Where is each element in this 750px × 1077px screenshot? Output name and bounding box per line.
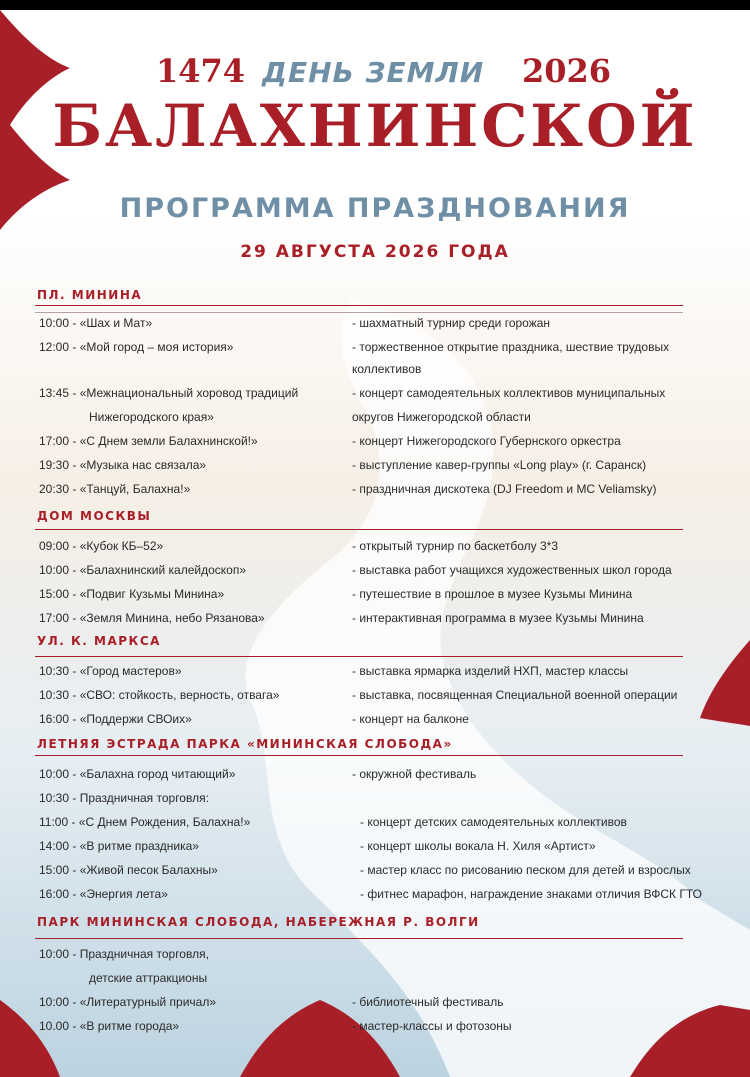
schedule-time-event: 17:00 - «С Днем земли Балахнинской!»: [39, 434, 258, 448]
schedule-description: коллективов: [352, 362, 422, 376]
section-divider: [35, 755, 683, 756]
schedule-time-event: 20:30 - «Танцуй, Балахна!»: [39, 482, 191, 496]
schedule-time-event: 11:00 - «С Днем Рождения, Балахна!»: [39, 815, 251, 829]
year-left: 1474: [156, 52, 246, 90]
schedule-time-event: 10:00 - «Балахна город читающий»: [39, 767, 236, 781]
schedule-time-event: 10:00 - Праздничная торговля,: [39, 947, 209, 961]
schedule-description: - шахматный турнир среди горожан: [352, 316, 551, 330]
schedule-description: - открытый турнир по баскетболу 3*3: [352, 539, 559, 553]
schedule-time-event: 15:00 - «Живой песок Балахны»: [39, 863, 218, 877]
red-ornament-bottom-mid: [240, 1000, 400, 1077]
schedule-time-event: 10:30 - Праздничная торговля:: [39, 791, 209, 805]
section-title-k-marx-street: УЛ. К. МАРКСА: [37, 634, 161, 648]
schedule-time-event: 16:00 - «Поддержи СВОих»: [39, 712, 192, 726]
schedule-time-event: 10:30 - «Город мастеров»: [39, 664, 182, 678]
schedule-description: - путешествие в прошлое в музее Кузьмы Минина: [352, 587, 633, 601]
schedule-description: - концерт Нижегородского Губернского оркестра: [352, 434, 621, 448]
schedule-description: - интерактивная программа в музее Кузьмы Минина: [352, 611, 644, 625]
schedule-description: - выставка работ учащихся художественных школ города: [352, 563, 672, 577]
schedule-description: - концерт самодеятельных коллективов муниципальных: [352, 386, 666, 400]
main-title: БАЛАХНИНСКОЙ: [52, 92, 698, 160]
subtitle: ПРОГРАММА ПРАЗДНОВАНИЯ: [119, 193, 631, 224]
schedule-description: - выставка, посвященная Специальной военной операции: [352, 688, 678, 702]
schedule-description: - выставка ярмарка изделий НХП, мастер классы: [352, 664, 629, 678]
schedule-description: - фитнес марафон, награждение знаками отличия ВФСК ГТО: [360, 887, 702, 901]
schedule-description: - концерт школы вокала Н. Хиля «Артист»: [360, 839, 596, 853]
schedule-description: - выступление кавер-группы «Long play» (г. Саранск): [352, 458, 647, 472]
schedule-time-event: 16:00 - «Энергия лета»: [39, 887, 168, 901]
schedule-time-event: детские аттракционы: [89, 971, 208, 985]
schedule-description: - мастер класс по рисованию песком для детей и взрослых: [360, 863, 691, 877]
section-title-moscow-house: ДОМ МОСКВЫ: [37, 509, 152, 523]
section-divider: [35, 938, 683, 939]
schedule-description: - концерт на балконе: [352, 712, 469, 726]
schedule-time-event: Нижегородского края»: [89, 410, 214, 424]
schedule-time-event: 14:00 - «В ритме праздника»: [39, 839, 199, 853]
section-title-minin-square: ПЛ. МИНИНА: [37, 288, 143, 302]
section-title-summer-stage: ЛЕТНЯЯ ЭСТРАДА ПАРКА «МИНИНСКАЯ СЛОБОДА»: [37, 737, 453, 751]
red-ornament-right: [700, 640, 750, 726]
schedule-time-event: 09:00 - «Кубок КБ–52»: [39, 539, 164, 553]
schedule-time-event: 15:00 - «Подвиг Кузьмы Минина»: [39, 587, 225, 601]
schedule-time-event: 19:30 - «Музыка нас связала»: [39, 458, 207, 472]
schedule-description: - окружной фестиваль: [352, 767, 477, 781]
schedule-time-event: 10:00 - «Балахнинский калейдоскоп»: [39, 563, 247, 577]
year-right: 2026: [522, 52, 612, 90]
section-divider: [35, 305, 683, 306]
event-date: 29 АВГУСТА 2026 ГОДА: [240, 242, 510, 262]
section-divider: [35, 656, 683, 657]
schedule-description: - торжественное открытие праздника, шествие трудовых: [352, 340, 670, 354]
schedule-description: - библиотечный фестиваль: [352, 995, 504, 1009]
schedule-description: округов Нижегородской области: [352, 410, 531, 424]
section-divider-thin: [35, 312, 683, 313]
schedule-time-event: 10.00 - «В ритме города»: [39, 1019, 180, 1033]
schedule-time-event: 13:45 - «Межнациональный хоровод традиций: [39, 386, 299, 400]
schedule-time-event: 10:30 - «СВО: стойкость, верность, отвага»: [39, 688, 280, 702]
schedule-time-event: 10:00 - «Шах и Мат»: [39, 316, 153, 330]
schedule-time-event: 17:00 - «Земля Минина, небо Рязанова»: [39, 611, 265, 625]
schedule-description: - праздничная дискотека (DJ Freedom и MC Veliamsky): [352, 482, 657, 496]
section-title-park-embankment: ПАРК МИНИНСКАЯ СЛОБОДА, НАБЕРЕЖНАЯ Р. ВОЛГИ: [37, 915, 480, 929]
red-ornament-bottom-left: [0, 1000, 60, 1077]
schedule-time-event: 10:00 - «Литературный причал»: [39, 995, 216, 1009]
schedule-description: - мастер-классы и фотозоны: [352, 1019, 512, 1033]
title-top: ДЕНЬ ЗЕМЛИ: [262, 56, 485, 89]
schedule-time-event: 12:00 - «Мой город – моя история»: [39, 340, 234, 354]
section-divider: [35, 529, 683, 530]
schedule-description: - концерт детских самодеятельных коллективов: [360, 815, 627, 829]
